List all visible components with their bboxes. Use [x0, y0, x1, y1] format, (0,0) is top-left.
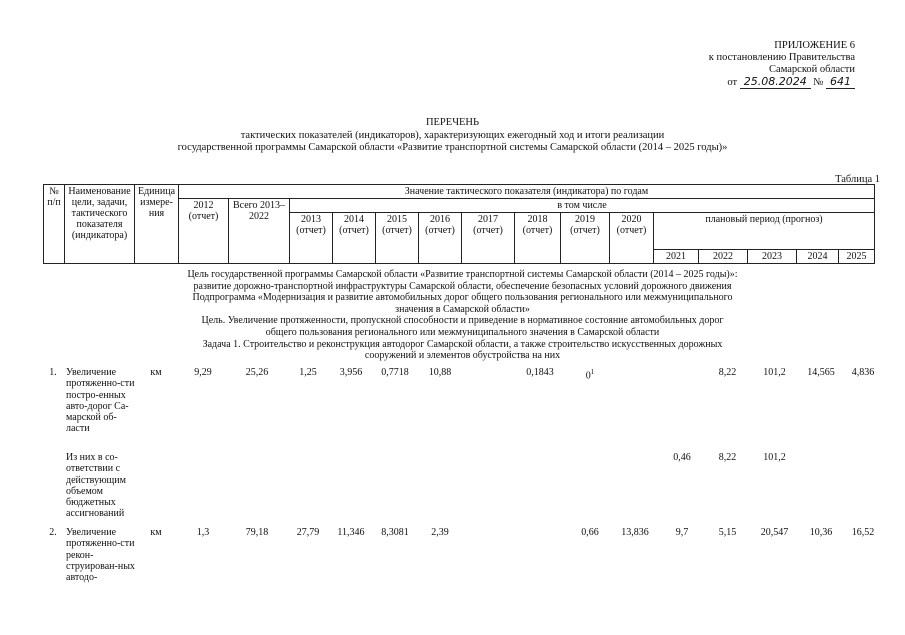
row1-2015: 0,7718 [381, 367, 409, 378]
header-2023: 2023 [748, 250, 797, 264]
row1-2019 [570, 367, 610, 382]
indicators-table-header [43, 184, 875, 264]
header-unit: Единица измере-ния [135, 185, 179, 264]
goal-line1: Цель государственной программы Самарской области «Развитие транспортной системы Самарской области (2014 – 2025 годы)»: [187, 269, 738, 280]
row1-2019-value: 0 [585, 370, 591, 382]
appendix-block [709, 40, 855, 89]
row1-2022: 8,22 [718, 367, 737, 378]
row2-total: 79,18 [245, 527, 269, 538]
row2-2020: 13,836 [621, 527, 649, 538]
appendix-line3: Самарской области [769, 64, 855, 75]
appendix-signature-line [709, 76, 855, 89]
header-2021: 2021 [654, 250, 699, 264]
row2-2016: 2,39 [431, 527, 449, 538]
header-2022: 2022 [699, 250, 748, 264]
title-line1: ПЕРЕЧЕНЬ [425, 117, 480, 128]
goal-line3: Подпрограмма «Модернизация и развитие автомобильных дорог общего пользования регионального или межмуниципального [192, 292, 733, 304]
row1-no: 1. [49, 367, 57, 378]
goal-line8: сооружений и элементов обустройства на них [364, 350, 561, 362]
table-label: Таблица 1 [835, 174, 880, 185]
row2-2023: 20,547 [760, 527, 789, 538]
row2-2025: 16,52 [851, 527, 875, 538]
header-values-title: Значение тактического показателя (индикатора) по годам [179, 185, 875, 199]
row2-no: 2. [49, 527, 57, 538]
row1-2014: 3,956 [339, 367, 363, 378]
header-name: Наименование цели, задачи, тактического показателя (индикатора) [65, 185, 135, 264]
header-2024: 2024 [797, 250, 839, 264]
title-line2: тактических показателей (индикаторов), характеризующих ежегодный ход и итоги реализации [240, 129, 665, 141]
row2-name: Увеличение протяженно-сти рекон-струирован-ных автодо- [66, 527, 135, 584]
header-2015: 2015 (отчет) [376, 213, 419, 264]
row1-total: 25,26 [245, 367, 269, 378]
handwritten-number: 641 [826, 75, 855, 89]
row1-2019-footnote: 1 [590, 368, 595, 376]
row1sub-2021: 0,46 [673, 452, 691, 463]
row1-2024: 14,565 [807, 367, 835, 378]
header-2018: 2018 (отчет) [515, 213, 561, 264]
row1-2012: 9,29 [194, 367, 212, 378]
header-no: № п/п [44, 185, 65, 264]
row2-2014: 11,346 [337, 527, 365, 538]
row1-unit: км [150, 367, 162, 378]
from-label: от [727, 77, 738, 88]
header-2016: 2016 (отчет) [419, 213, 462, 264]
goal-line6: общего пользования регионального или межмуниципального значения в Самарской области [265, 326, 660, 338]
row1-2018: 0,1843 [526, 367, 554, 378]
row1-name: Увеличение протяженно-сти постро-енных авто-дорог Са-марской об-ласти [66, 367, 135, 435]
header-total: Всего 2013–2022 [229, 199, 290, 264]
goal-line2: развитие дорожно-транспортной инфраструктуры Самарской области, обеспечение безопасных условий дорожного движения [193, 280, 732, 292]
goal-block [90, 269, 835, 362]
header-2017: 2017 (отчет) [462, 213, 515, 264]
appendix-title: ПРИЛОЖЕНИЕ 6 [774, 40, 855, 51]
row1sub-2023: 101,2 [763, 452, 786, 463]
header-including: в том числе [290, 199, 875, 213]
row2-2013: 27,79 [296, 527, 320, 538]
header-2019: 2019 (отчет) [561, 213, 610, 264]
row2-2021: 9,7 [675, 527, 689, 538]
row2-2019: 0,66 [581, 527, 599, 538]
handwritten-date: 25.08.2024 [740, 75, 811, 89]
goal-line5: Цель. Увеличение протяженности, пропускной способности и приведение в нормативное состояние автомобильных дорог [201, 315, 724, 327]
row2-2022: 5,15 [718, 527, 737, 538]
header-2014: 2014 (отчет) [333, 213, 376, 264]
header-plan: плановый период (прогноз) [654, 213, 875, 250]
header-2020: 2020 (отчет) [610, 213, 654, 264]
title-line3: государственной программы Самарской области «Развитие транспортной системы Самарской области (2014 – 2025 годы)» [177, 142, 728, 153]
row1-2023: 101,2 [763, 367, 786, 378]
number-label: № [813, 77, 824, 88]
row1sub-name: Из них в со-ответствии с действующим объемом бюджетных ассигнований [66, 452, 126, 520]
row1-2016: 10,88 [428, 367, 452, 378]
row1sub-2022: 8,22 [718, 452, 737, 463]
row2-unit: км [150, 527, 162, 538]
row1-2013: 1,25 [299, 367, 317, 378]
row1-2025: 4,836 [851, 367, 875, 378]
row2-2015: 8,3081 [381, 527, 409, 538]
row2-2024: 10,36 [809, 527, 833, 538]
document-title [0, 117, 905, 155]
header-2013: 2013 (отчет) [290, 213, 333, 264]
header-2025: 2025 [839, 250, 875, 264]
appendix-line2: к постановлению Правительства [708, 52, 855, 63]
goal-line7: Задача 1. Строительство и реконструкция автодорог Самарской области, а также строительство искусственных дорожных [202, 338, 723, 350]
row2-2012: 1,3 [196, 527, 210, 538]
header-2012: 2012 (отчет) [179, 199, 229, 264]
goal-line4: значения в Самарской области» [395, 303, 530, 315]
